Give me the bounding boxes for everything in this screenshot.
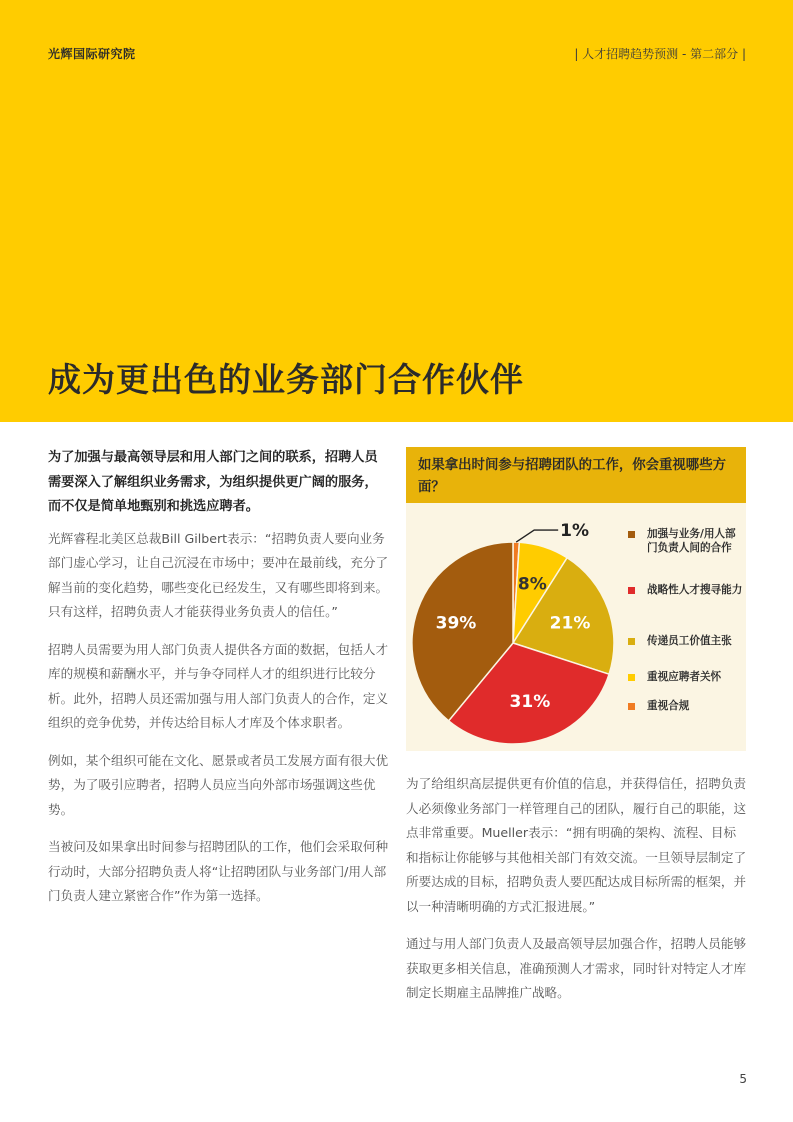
lead-paragraph: 为了加强与最高领导层和用人部门之间的联系，招聘人员需要深入了解组织业务需求，为组织提供更广阔的服务，而不仅是简单地甄别和挑选应聘者。 <box>48 450 378 514</box>
legend-item <box>628 583 746 597</box>
legend-item <box>628 634 746 648</box>
body-paragraph: 招聘人员需要为用人部门负责人提供各方面的数据，包括人才库的规模和薪酬水平，并与争夺同样人才的组织进行比较分析。此外，招聘人员还需加强与用人部门负责人的合作，定义组织的竞争优势，并传达给目标人才库及个体求职者。 <box>48 641 389 730</box>
legend-swatch <box>628 703 635 710</box>
pie-slice-label: 31% <box>509 692 551 713</box>
legend-swatch <box>628 587 635 594</box>
body-paragraph: 光辉睿程北美区总裁Bill Gilbert表示：“招聘负责人要向业务部门虚心学习，让自己沉浸在市场中；要冲在最前线，充分了解当前的变化趋势，哪些变化已经发生，又有哪些即将到来。只有这样，招聘负责人才能获得业务负责人的信任。” <box>48 530 389 619</box>
page-number: 5 <box>739 1072 747 1086</box>
body-paragraph: 例如，某个组织可能在文化、愿景或者员工发展方面有很大优势，为了吸引应聘者，招聘人员应当向外部市场强调这些优势。 <box>48 752 389 817</box>
left-column <box>48 446 390 922</box>
right-column <box>406 772 748 1019</box>
pie-chart-card <box>406 447 746 751</box>
legend-item <box>628 670 746 684</box>
legend-label: 战略性人才搜寻能力 <box>647 584 743 596</box>
body-paragraph: 当被问及如果拿出时间参与招聘团队的工作，他们会采取何种行动时，大部分招聘负责人将“让招聘团队与业务部门/用人部门负责人建立紧密合作”作为第一选择。 <box>48 839 389 903</box>
legend-label: 重视应聘者关怀 <box>647 671 722 683</box>
legend-item <box>628 527 746 555</box>
legend-label: 重视合规 <box>647 700 690 712</box>
body-paragraph: 为了给组织高层提供更有价值的信息，并获得信任，招聘负责人必须像业务部门一样管理自己的团队，履行自己的职能，这点非常重要。Mueller表示：“拥有明确的架构、流程、目标和指标让你能够与其他相关部门有效交流。一旦领导层制定了所要达成的目标，招聘负责人要匹配达成目标所需的框架，并以一种清晰明确的方式汇报进展。” <box>406 776 747 914</box>
legend-label: 传递员工价值主张 <box>647 635 732 647</box>
pie-slice-label: 21% <box>549 613 591 634</box>
brand-name: 光辉国际研究院 <box>48 47 136 61</box>
legend-item <box>628 699 746 713</box>
pie-chart <box>406 503 628 751</box>
leader-line <box>516 530 558 542</box>
legend-swatch <box>628 531 635 538</box>
pie-slice-label: 8% <box>517 574 547 595</box>
title-banner <box>0 0 793 422</box>
pie-slice-label: 1% <box>560 521 590 542</box>
report-series-label: | 人才招聘趋势预测 - 第二部分 | <box>574 47 746 61</box>
legend-swatch <box>628 674 635 681</box>
legend-label: 加强与业务/用人部门负责人间的合作 <box>647 528 736 554</box>
body-paragraph: 通过与用人部门负责人及最高领导层加强合作，招聘人员能够获取更多相关信息，准确预测人才需求，同时针对特定人才库制定长期雇主品牌推广战略。 <box>406 936 747 1000</box>
page-title: 成为更出色的业务部门合作伙伴 <box>48 360 524 399</box>
legend-swatch <box>628 638 635 645</box>
pie-slice-label: 39% <box>435 613 477 634</box>
chart-title: 如果拿出时间参与招聘团队的工作，你会重视哪些方面？ <box>406 447 746 503</box>
